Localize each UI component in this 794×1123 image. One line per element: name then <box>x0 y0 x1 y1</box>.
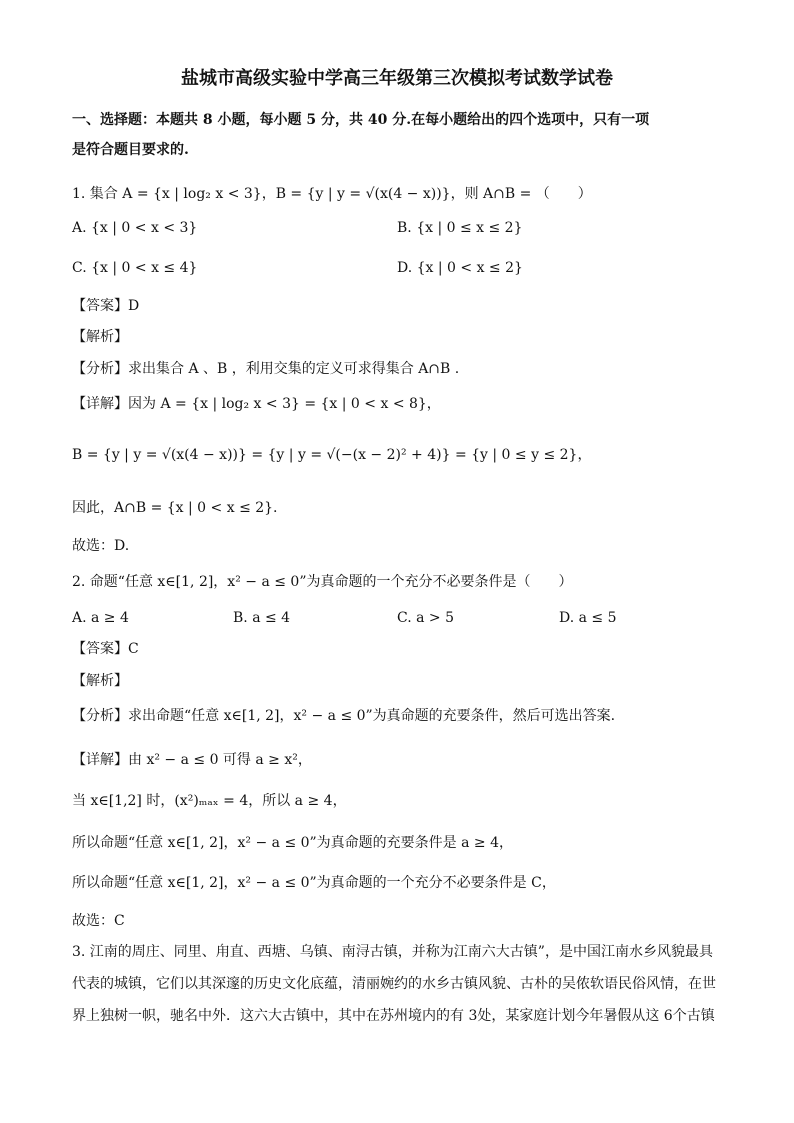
q1-option-d: D. {x | 0 < x ≤ 2} <box>397 260 523 276</box>
q2-option-d: D. a ≤ 5 <box>559 610 617 626</box>
q3-line-1: 3. 江南的周庄、同里、甪直、西塘、乌镇、南浔古镇，并称为江南六大古镇”，是中国江南水乡风貌最具 <box>72 944 713 960</box>
q1-option-b: B. {x | 0 ≤ x ≤ 2} <box>397 220 523 236</box>
q2-detail-2: 当 x∈[1,2] 时，(x²)ₘₐₓ = 4，所以 a ≥ 4， <box>72 793 347 809</box>
q2-option-a: A. a ≥ 4 <box>72 610 129 626</box>
section-heading-line1: 一、选择题：本题共 8 小题，每小题 5 分，共 40 分.在每小题给出的四个选项中，只有一项 <box>72 112 650 128</box>
exam-title: 盐城市高级实验中学高三年级第三次模拟考试数学试卷 <box>181 68 613 89</box>
q1-choice: 故选：D. <box>72 538 130 554</box>
section-heading-line2: 是符合题目要求的. <box>72 142 189 158</box>
q2-analysis-label: 【解析】 <box>72 673 128 689</box>
q1-option-c: C. {x | 0 < x ≤ 4} <box>72 260 198 276</box>
q3-line-3: 界上独树一帜，驰名中外．这六大古镇中，其中在苏州境内的有 3处，某家庭计划今年暑假从这 6个古镇 <box>72 1008 715 1024</box>
q1-answer: 【答案】D <box>72 298 140 314</box>
q1-analysis-label: 【解析】 <box>72 329 128 345</box>
q2-option-b: B. a ≤ 4 <box>233 610 291 626</box>
q2-detail-3: 所以命题“任意 x∈[1, 2]，x² − a ≤ 0”为真命题的充要条件是 a ≥ 4， <box>72 835 514 851</box>
q2-fenxi: 【分析】求出命题“任意 x∈[1, 2]，x² − a ≤ 0”为真命题的充要条件，然后可选出答案. <box>72 708 616 724</box>
q2-option-c: C. a > 5 <box>397 610 454 626</box>
q1-detail-3: 因此，A∩B = {x | 0 < x ≤ 2}. <box>72 500 278 516</box>
q3-line-2: 代表的城镇，它们以其深邃的历史文化底蕴，清丽婉约的水乡古镇风貌、古朴的吴侬软语民俗风情，在世 <box>72 976 716 992</box>
q2-detail-4: 所以命题“任意 x∈[1, 2]，x² − a ≤ 0”为真命题的一个充分不必要条件是 C， <box>72 875 556 891</box>
q2-stem: 2. 命题“任意 x∈[1, 2]，x² − a ≤ 0”为真命题的一个充分不必要条件是（ ） <box>72 574 573 590</box>
q2-detail-1: 【详解】由 x² − a ≤ 0 可得 a ≥ x²， <box>72 752 312 768</box>
q1-fenxi: 【分析】求出集合 A 、B ，利用交集的定义可求得集合 A∩B . <box>72 361 460 377</box>
q1-detail-2: B = {y | y = √(x(4 − x))} = {y | y = √(−(x − 2)² + 4)} = {y | 0 ≤ y ≤ 2}， <box>72 447 592 463</box>
q1-stem: 1. 集合 A = {x | log₂ x < 3}，B = {y | y = √(x(4 − x))}，则 A∩B = （ ） <box>72 186 592 202</box>
q2-choice: 故选：C <box>72 913 125 929</box>
q2-answer: 【答案】C <box>72 641 139 657</box>
q1-detail-1: 【详解】因为 A = {x | log₂ x < 3} = {x | 0 < x < 8}， <box>72 396 441 412</box>
q1-option-a: A. {x | 0 < x < 3} <box>72 220 198 236</box>
